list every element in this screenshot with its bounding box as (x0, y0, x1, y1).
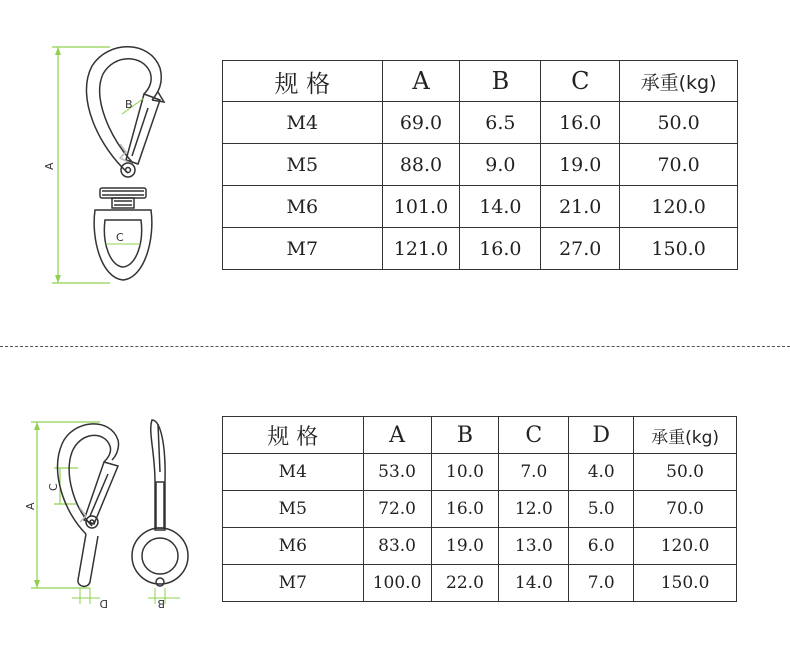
header-spec: 规 格 (223, 417, 364, 454)
dimension-a-label: A (24, 502, 37, 510)
cell-b: 16.0 (460, 228, 541, 270)
header-spec: 规 格 (223, 61, 383, 102)
cell-a: 101.0 (382, 186, 460, 228)
cell-a: 72.0 (363, 491, 431, 528)
cell-spec: M4 (223, 102, 383, 144)
cell-a: 69.0 (382, 102, 460, 144)
cell-b: 14.0 (460, 186, 541, 228)
cell-b: 22.0 (431, 565, 499, 602)
dimension-c-label: C (116, 231, 124, 244)
cell-load: 50.0 (634, 454, 737, 491)
table-row (223, 228, 738, 270)
dimension-b-label: B (125, 98, 133, 111)
cell-spec: M6 (223, 528, 364, 565)
cell-c: 27.0 (541, 228, 620, 270)
cell-d: 5.0 (569, 491, 634, 528)
snap-hook-diagram (20, 412, 210, 622)
dimension-d-label: D (99, 597, 108, 610)
cell-b: 10.0 (431, 454, 499, 491)
table-row (223, 528, 737, 565)
cell-c: 12.0 (499, 491, 569, 528)
header-b: B (431, 417, 499, 454)
section-divider (0, 346, 790, 347)
snap-hook-front (58, 424, 119, 586)
cell-a: 121.0 (382, 228, 460, 270)
cell-load: 150.0 (634, 565, 737, 602)
cell-spec: M7 (223, 565, 364, 602)
table-row (223, 102, 738, 144)
cell-d: 6.0 (569, 528, 634, 565)
dimension-d (72, 588, 100, 604)
table-row (223, 454, 737, 491)
cell-load: 70.0 (634, 491, 737, 528)
table-row (223, 186, 738, 228)
table-row (223, 491, 737, 528)
dimension-a (52, 47, 110, 283)
cell-b: 19.0 (431, 528, 499, 565)
cell-b: 6.5 (460, 102, 541, 144)
header-a: A (382, 61, 460, 102)
dimension-b-label: B (157, 597, 165, 610)
top-spec-table (222, 60, 738, 270)
swivel-hook-diagram (40, 38, 210, 290)
cell-c: 19.0 (541, 144, 620, 186)
cell-spec: M4 (223, 454, 364, 491)
header-c: C (541, 61, 620, 102)
cell-a: 83.0 (363, 528, 431, 565)
cell-load: 70.0 (620, 144, 738, 186)
cell-d: 7.0 (569, 565, 634, 602)
table-row (223, 144, 738, 186)
cell-d: 4.0 (569, 454, 634, 491)
header-a: A (363, 417, 431, 454)
cell-b: 16.0 (431, 491, 499, 528)
bottom-spec-table (222, 416, 737, 602)
table-header-row (223, 61, 738, 102)
cell-b: 9.0 (460, 144, 541, 186)
cell-a: 100.0 (363, 565, 431, 602)
cell-a: 88.0 (382, 144, 460, 186)
cell-c: 13.0 (499, 528, 569, 565)
dimension-a-label: A (43, 162, 56, 170)
cell-load: 150.0 (620, 228, 738, 270)
header-d: D (569, 417, 634, 454)
header-load: 承重(kg) (620, 61, 738, 102)
table-header-row (223, 417, 737, 454)
cell-spec: M5 (223, 144, 383, 186)
header-c: C (499, 417, 569, 454)
cell-spec: M6 (223, 186, 383, 228)
cell-c: 21.0 (541, 186, 620, 228)
cell-c: 14.0 (499, 565, 569, 602)
dimension-c-label: C (47, 483, 60, 491)
cell-c: 16.0 (541, 102, 620, 144)
cell-load: 50.0 (620, 102, 738, 144)
cell-load: 120.0 (634, 528, 737, 565)
cell-load: 120.0 (620, 186, 738, 228)
hook-body (86, 47, 164, 280)
header-b: B (460, 61, 541, 102)
cell-c: 7.0 (499, 454, 569, 491)
cell-spec: M5 (223, 491, 364, 528)
cell-spec: M7 (223, 228, 383, 270)
header-load: 承重(kg) (634, 417, 737, 454)
cell-a: 53.0 (363, 454, 431, 491)
table-row (223, 565, 737, 602)
snap-hook-side (132, 420, 188, 586)
